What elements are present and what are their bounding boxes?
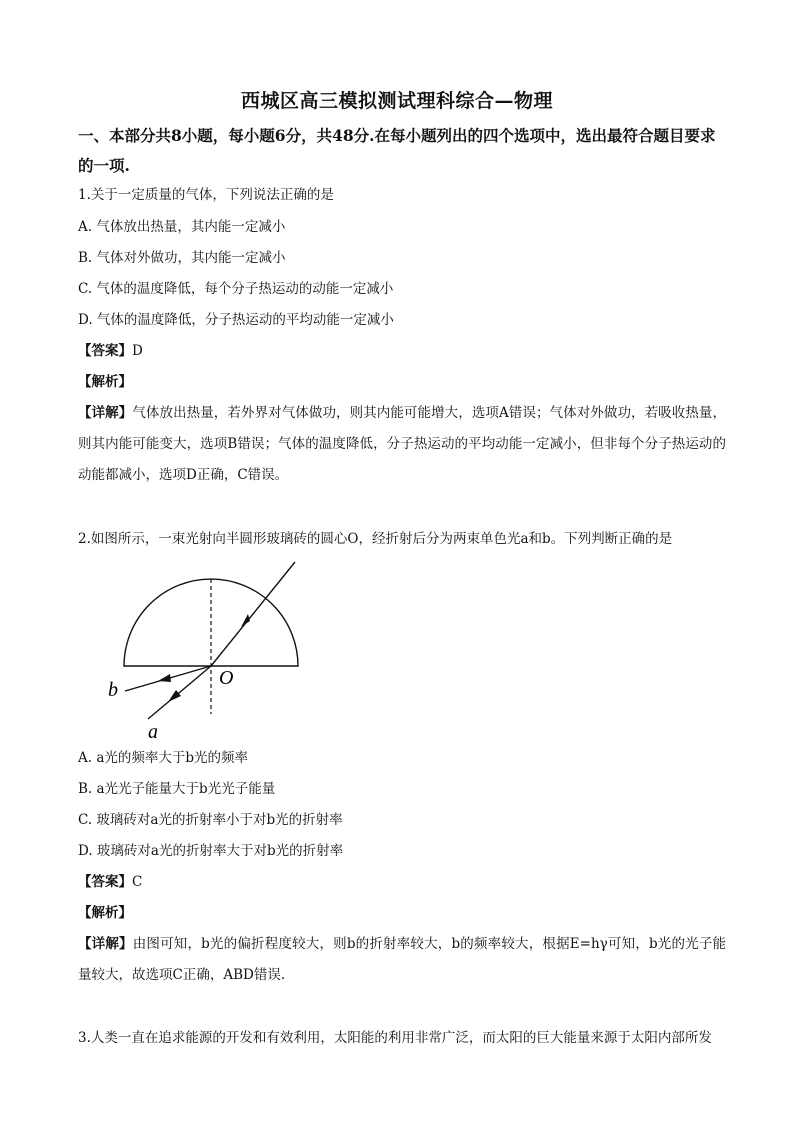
detail-tag: 【详解】 (78, 936, 133, 952)
q2-detail (78, 929, 726, 991)
answer-tag: 【答案】 (78, 874, 132, 890)
answer-value: C (132, 874, 143, 890)
label-o: O (219, 667, 234, 689)
q1-option-c: C. 气体的温度降低，每个分子热运动的动能一定减小 (78, 281, 394, 297)
q2-option-a: A. a光的频率大于b光的频率 (78, 750, 249, 766)
label-a: a (148, 721, 158, 743)
q2-option-b: B. a光光子能量大于b光光子能量 (78, 781, 276, 797)
q3-stem: 3.人类一直在追求能源的开发和有效利用，太阳能的利用非常广泛，而太阳的巨大能量来源于太阳内部所发 (78, 1030, 712, 1046)
q2-option-c: C. 玻璃砖对a光的折射率小于对b光的折射率 (78, 812, 343, 828)
detail-tag: 【详解】 (78, 405, 133, 421)
q1-detail (78, 398, 726, 491)
incident-ray (211, 562, 295, 666)
page-title: 西城区高三模拟测试理科综合—物理 (240, 90, 553, 112)
ray-a-arrow (168, 690, 181, 702)
ray-b-arrow (158, 674, 171, 682)
section-heading: 一、本部分共8小题，每小题6分，共48分.在每小题列出的四个选项中，选出最符合题目要求的一项. (78, 126, 716, 175)
answer-value: D (132, 343, 143, 359)
q2-stem: 2.如图所示，一束光射向半圆形玻璃砖的圆心O，经折射后分为两束单色光a和b。下列判断正确的是 (78, 531, 673, 547)
ray-a (148, 666, 211, 719)
q1-option-a: A. 气体放出热量，其内能一定减小 (78, 219, 286, 235)
incident-arrow (241, 614, 250, 627)
detail-text: 由图可知，b光的偏折程度较大，则b的折射率较大，b的频率较大，根据E=hγ可知，b光的光子能量较大，故选项C正确，ABD错误. (78, 936, 727, 983)
q1-analysis-tag: 【解析】 (78, 374, 132, 390)
label-b: b (108, 679, 118, 701)
q1-stem: 1.关于一定质量的气体，下列说法正确的是 (78, 187, 334, 203)
answer-tag: 【答案】 (78, 343, 132, 359)
q1-option-d: D. 气体的温度降低，分子热运动的平均动能一定减小 (78, 312, 394, 328)
q2-analysis-tag: 【解析】 (78, 905, 132, 921)
detail-text: 气体放出热量，若外界对气体做功，则其内能可能增大，选项A错误；气体对外做功，若吸收热量，则其内能可能变大，选项B错误；气体的温度降低，分子热运动的平均动能一定减小，但非每个分子热运动的动能都减小，选项D正确，C错误。 (78, 405, 727, 483)
refraction-figure (100, 556, 310, 746)
q2-option-d: D. 玻璃砖对a光的折射率大于对b光的折射率 (78, 843, 344, 859)
q1-answer (78, 341, 728, 361)
q1-option-b: B. 气体对外做功，其内能一定减小 (78, 250, 286, 266)
q2-answer (78, 872, 728, 892)
